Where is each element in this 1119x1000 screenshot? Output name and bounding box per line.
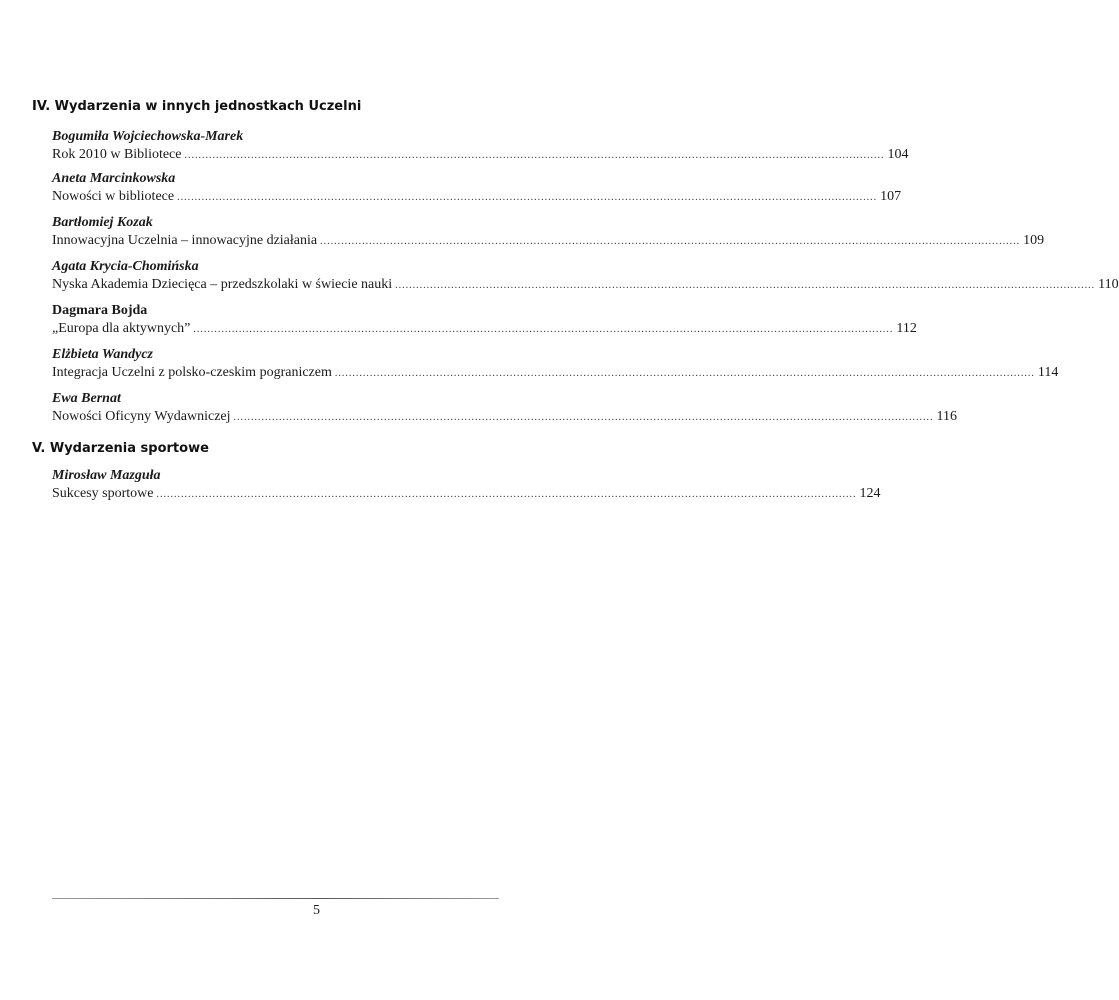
page-number: 5 (313, 903, 320, 918)
entry-author: Bogumiła Wojciechowska-Marek (52, 129, 244, 144)
dot-leader: ........................................................................................................................................................................................................ (395, 280, 1096, 291)
dot-leader: ........................................................................................................................................................................................................ (177, 192, 878, 203)
entry-title: „Europa dla aktywnych” (52, 321, 191, 336)
dot-leader: ........................................................................................................................................................................................................ (184, 150, 885, 161)
section-heading-v: V. Wydarzenia sportowe (32, 441, 209, 456)
entry-author: Elżbieta Wandycz (52, 347, 153, 362)
entry-page-number: 114 (1037, 365, 1059, 380)
entry-author: Agata Krycia-Chomińska (52, 259, 199, 274)
entry-author: Aneta Marcinkowska (52, 171, 176, 186)
dot-leader: ........................................................................................................................................................................................................ (233, 412, 934, 423)
entry-page-number: 107 (880, 189, 902, 204)
entry-title: Sukcesy sportowe (52, 486, 154, 501)
entry-line (52, 364, 1059, 383)
entry-page-number: 109 (1023, 233, 1045, 248)
dot-leader: ........................................................................................................................................................................................................ (334, 368, 1035, 379)
entry-title: Integracja Uczelni z polsko-czeskim pograniczem (52, 365, 332, 380)
entry-line (52, 408, 957, 427)
toc-entry (52, 467, 881, 504)
entry-page-number: 110 (1098, 277, 1119, 292)
entry-page-number: 112 (896, 321, 917, 336)
entry-line (52, 146, 909, 165)
entry-title: Nyska Akademia Dziecięca – przedszkolaki w świecie nauki (52, 277, 393, 292)
entry-page-number: 104 (887, 147, 909, 162)
dot-leader: ........................................................................................................................................................................................................ (156, 489, 857, 500)
entry-page-number: 116 (936, 409, 957, 424)
toc-entry (52, 302, 917, 339)
entry-author: Mirosław Mazguła (52, 468, 161, 483)
entry-line (52, 276, 1119, 295)
footer-rule (52, 898, 499, 899)
toc-entry (52, 390, 957, 427)
entry-title: Rok 2010 w Bibliotece (52, 147, 182, 162)
entry-author: Bartłomiej Kozak (52, 215, 153, 230)
entry-page-number: 124 (859, 486, 881, 501)
entry-title: Nowości Oficyny Wydawniczej (52, 409, 231, 424)
entry-line (52, 188, 902, 207)
toc-entry (52, 214, 1045, 251)
section-heading-iv: IV. Wydarzenia w innych jednostkach Uczelni (32, 99, 362, 114)
entry-author: Dagmara Bojda (52, 303, 148, 318)
entry-title: Nowości w bibliotece (52, 189, 175, 204)
dot-leader: ........................................................................................................................................................................................................ (320, 236, 1021, 247)
dot-leader: ........................................................................................................................................................................................................ (193, 324, 894, 335)
toc-entry (52, 170, 902, 207)
toc-entry (52, 258, 1119, 295)
toc-entry (52, 346, 1059, 383)
entry-line (52, 232, 1045, 251)
toc-entry (52, 128, 909, 165)
entry-line (52, 485, 881, 504)
entry-author: Ewa Bernat (52, 391, 121, 406)
entry-title: Innowacyjna Uczelnia – innowacyjne działania (52, 233, 318, 248)
entry-line (52, 320, 917, 339)
